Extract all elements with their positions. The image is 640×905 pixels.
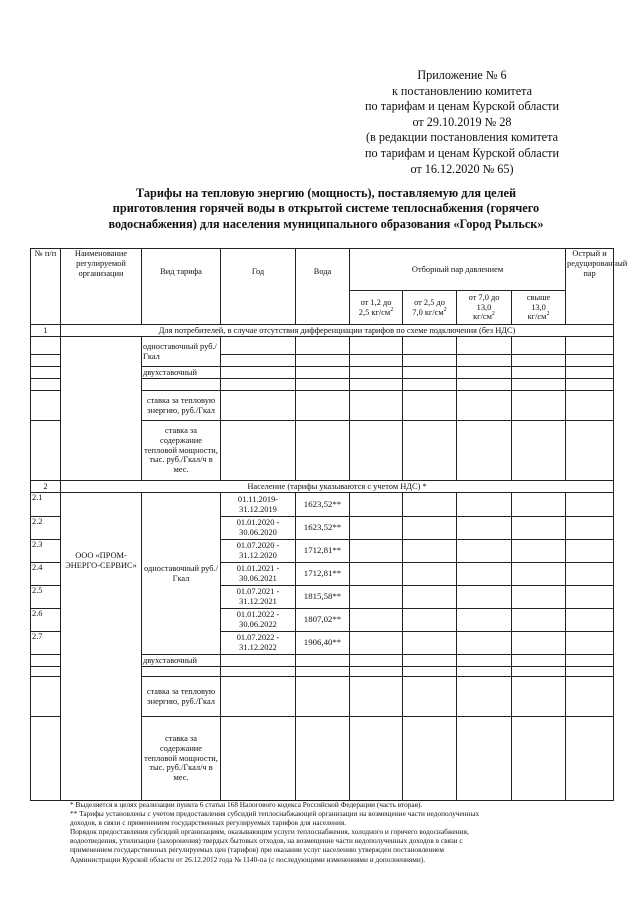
water-tariff: 1712,81** — [296, 563, 350, 586]
capacity-rate: ставка за содержание тепловой мощности, тыс. руб./Гкал/ч в мес. — [142, 717, 221, 801]
row-num: 2.7 — [31, 632, 61, 655]
water-tariff: 1815,58** — [296, 586, 350, 609]
capacity-rate: ставка за содержание тепловой мощности, тыс. руб./Гкал/ч в мес. — [142, 421, 221, 481]
col-header-pressure-4: свыше 13,0 $кг/см^2$ — [512, 291, 566, 325]
row-num: 2.3 — [31, 540, 61, 563]
col-header-sharp-steam: Острый и редуцированный пар — [566, 249, 614, 325]
row-num: 2.6 — [31, 609, 61, 632]
table-header-row — [31, 249, 614, 291]
title-line: водоснабжения) для населения муниципального образования «Город Рыльск» — [108, 216, 544, 231]
col-header-tariff-type: Вид тарифа — [142, 249, 221, 325]
period: 01.01.2022 - 30.06.2022 — [221, 609, 296, 632]
section-label: Население (тарифы указываются с учетом НДС) * — [61, 481, 614, 493]
section-1-row — [31, 325, 614, 337]
row-num: 2.1 — [31, 493, 61, 517]
row-num: 2.2 — [31, 517, 61, 540]
col-header-org: Наименование регулируемой организации — [61, 249, 142, 325]
section-num: 1 — [31, 325, 61, 337]
tariff-table — [30, 248, 628, 801]
footnote-line: доходов, в связи с применением государственных регулируемых тарифов для населения. — [70, 818, 347, 828]
tariff-type-one-part: одноставочный руб./Гкал — [142, 337, 221, 367]
title-line: Тарифы на тепловую энергию (мощность), поставляемую для целей — [135, 186, 517, 200]
header-line: по тарифам и ценам Курской области — [365, 145, 559, 160]
footnotes — [70, 800, 610, 864]
section-label: Для потребителей, в случае отсутствия дифференциации тарифов по схеме подключения (без НДС) — [61, 325, 614, 337]
col-header-pressure-3: от 7,0 до 13,0 $кг/см^2$ — [457, 291, 512, 325]
tariff-type-two-part: двухставочный — [142, 655, 221, 667]
period: 01.07.2021 - 31.12.2021 — [221, 586, 296, 609]
table-row — [31, 493, 614, 517]
col-header-year: Год — [221, 249, 296, 325]
header-line: от 16.12.2020 № 65) — [410, 161, 514, 176]
col-header-pressure-1: от 1,2 до 2,5 $кг/см^2$ — [350, 291, 403, 325]
tariff-type-one-part: одноставочный руб./Гкал — [142, 493, 221, 655]
period: 01.07.2020 - 31.12.2020 — [221, 540, 296, 563]
header-line: (в редакции постановления комитета — [366, 130, 558, 145]
row-num: 2.4 — [31, 563, 61, 586]
section-2-row — [31, 481, 614, 493]
appendix-number: Приложение № 6 — [417, 68, 507, 82]
document-header — [342, 68, 582, 177]
document-title — [48, 186, 604, 232]
period: 01.07.2022 - 31.12.2022 — [221, 632, 296, 655]
period: 01.01.2020 - 30.06.2020 — [221, 517, 296, 540]
org-name: ООО «ПРОМ-ЭНЕРГО-СЕРВИС» — [61, 493, 142, 801]
energy-rate: ставка за тепловую энергию, руб./Гкал — [142, 677, 221, 717]
title-line: приготовления горячей воды в открытой системе теплоснабжения (горячего — [112, 201, 540, 216]
row-num: 2.5 — [31, 586, 61, 609]
header-line: от 29.10.2019 № 28 — [412, 114, 512, 129]
col-header-num: № п/п — [31, 249, 61, 325]
section-num: 2 — [31, 481, 61, 493]
col-header-water: Вода — [296, 249, 350, 325]
tariff-type-two-part: двухставочный — [142, 367, 221, 379]
header-line: к постановлению комитета — [391, 83, 533, 98]
water-tariff: 1623,52** — [296, 517, 350, 540]
col-header-pressure-2: от 2,5 до 7,0 $кг/см^2$ — [403, 291, 457, 325]
footnote-line: Порядок предоставления субсидий организациям, оказывающим услуги теплоснабжения, холодного и горячего водоснабжения, — [70, 827, 469, 837]
footnote-subsidy: ** Тарифы установлены с учетом предоставления субсидий теплоснабжающей организации на возмещение части недополученных — [70, 809, 480, 819]
header-line: по тарифам и ценам Курской области — [365, 99, 559, 114]
period: 01.01.2021 - 30.06.2021 — [221, 563, 296, 586]
water-tariff: 1623,52** — [296, 493, 350, 517]
water-tariff: 1807,02** — [296, 609, 350, 632]
water-tariff: 1712,81** — [296, 540, 350, 563]
footnote-line: Администрации Курской области от 26.12.2012 года № 1140-па (с последующими изменениями и дополнениями). — [70, 854, 426, 864]
water-tariff: 1906,40** — [296, 632, 350, 655]
footnote-line: водоотведения, утилизации (захоронения) твердых бытовых отходов, на возмещение части недополученных доходов в связи с — [70, 836, 463, 846]
period: 01.11.2019-31.12.2019 — [221, 493, 296, 517]
col-header-steam: Отборный пар давлением — [350, 249, 566, 291]
energy-rate: ставка за тепловую энергию, руб./Гкал — [142, 391, 221, 421]
table-row — [31, 337, 614, 355]
footnote-vat: * Выделяется в целях реализации пункта 6 статьи 168 Налогового кодекса Российской Федерации (часть вторая). — [70, 800, 423, 809]
footnote-line: применением государственных регулируемых цен (тарифов) при оказании услуг населению утвержден постановлением — [70, 845, 445, 855]
